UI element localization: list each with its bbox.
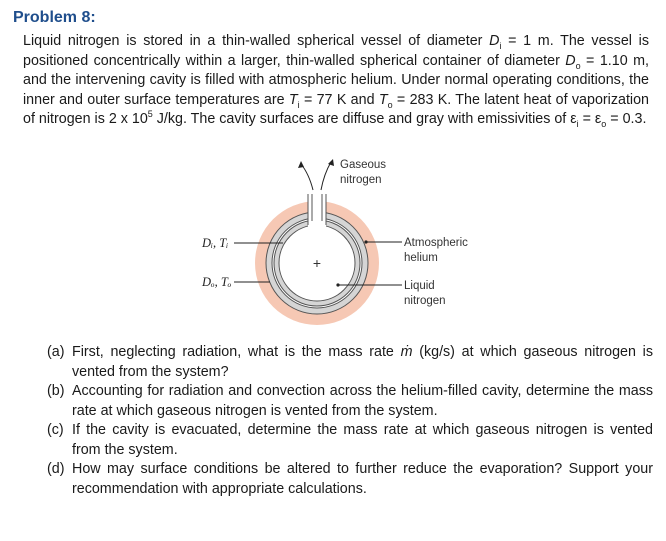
center-mark: +	[312, 255, 322, 271]
arrowhead	[298, 161, 304, 168]
question-b	[47, 382, 653, 421]
question-list	[47, 343, 653, 499]
question-c	[47, 421, 653, 460]
liquid-label-line2: nitrogen	[404, 295, 446, 307]
subscript: o	[575, 60, 581, 71]
gas-arrow-left	[301, 164, 313, 190]
helium-label-line2: helium	[404, 252, 438, 264]
question-d	[47, 460, 653, 499]
gas-label-line1: Gaseous	[340, 159, 387, 171]
vessel-figure	[0, 150, 666, 350]
statement-text: = 1 m. The vessel is positioned concentrically within a larger, thin-walled spherical container of diameter	[23, 33, 649, 69]
question-label: (b)	[47, 383, 65, 399]
symbol-Di: D	[489, 33, 500, 49]
question-text: How may surface conditions be altered to further reduce the evaporation? Support your recommendation with appropriate calculations.	[72, 461, 653, 497]
gas-label-line2: nitrogen	[340, 174, 382, 186]
symbol-Ti: T	[288, 91, 298, 108]
subscript: i	[499, 40, 502, 51]
subscript: o	[601, 118, 607, 129]
statement-text: = 283 K. The latent heat of vaporization of nitrogen is 2 x 10	[23, 91, 649, 127]
statement-text: = 0.3.	[606, 111, 647, 127]
question-text: Accounting for radiation and convection across the helium-filled cavity, determine the mass rate at which gaseous nitrogen is vented from the system.	[72, 383, 653, 419]
question-label: (d)	[47, 461, 65, 477]
helium-label-line1: Atmospheric	[404, 237, 468, 249]
mdot-symbol: ṁ	[400, 344, 413, 360]
question-text: If the cavity is evacuated, determine the mass rate at which gaseous nitrogen is vented from the system.	[72, 422, 653, 458]
statement-text: = 1.10 m, and the intervening cavity is filled with atmospheric helium. Under normal operating conditions, the inner and outer surface temperatures are	[23, 52, 649, 108]
statement-text: = ε	[578, 111, 602, 127]
question-a	[47, 343, 653, 382]
subscript: i	[576, 118, 579, 129]
question-label: (c)	[47, 422, 64, 438]
statement-text: = 77 K and	[299, 91, 379, 108]
problem-statement	[23, 32, 649, 130]
question-text: (kg/s) at which gaseous nitrogen is vented from the system?	[72, 344, 653, 380]
question-label: (a)	[47, 344, 65, 360]
inner-diameter-temp-label: Dᵢ, Tᵢ	[202, 236, 229, 250]
vent-pipe	[308, 194, 326, 228]
statement-text: Liquid nitrogen is stored in a thin-walled spherical vessel of diameter	[23, 33, 483, 49]
liquid-label-line1: Liquid	[404, 280, 435, 292]
symbol-To: T	[378, 91, 388, 108]
problem-title: Problem 8:	[13, 9, 96, 26]
subscript: i	[297, 99, 300, 110]
statement-text: J/kg. The cavity surfaces are diffuse and gray with emissivities of ε	[152, 111, 577, 127]
gas-arrow-right	[321, 162, 331, 190]
exponent: 5	[147, 109, 153, 120]
subscript: o	[387, 99, 393, 110]
question-text: First, neglecting radiation, what is the mass rate	[72, 344, 401, 360]
outer-diameter-temp-label: Dₒ, Tₒ	[202, 275, 232, 289]
symbol-Do: D	[565, 52, 576, 69]
